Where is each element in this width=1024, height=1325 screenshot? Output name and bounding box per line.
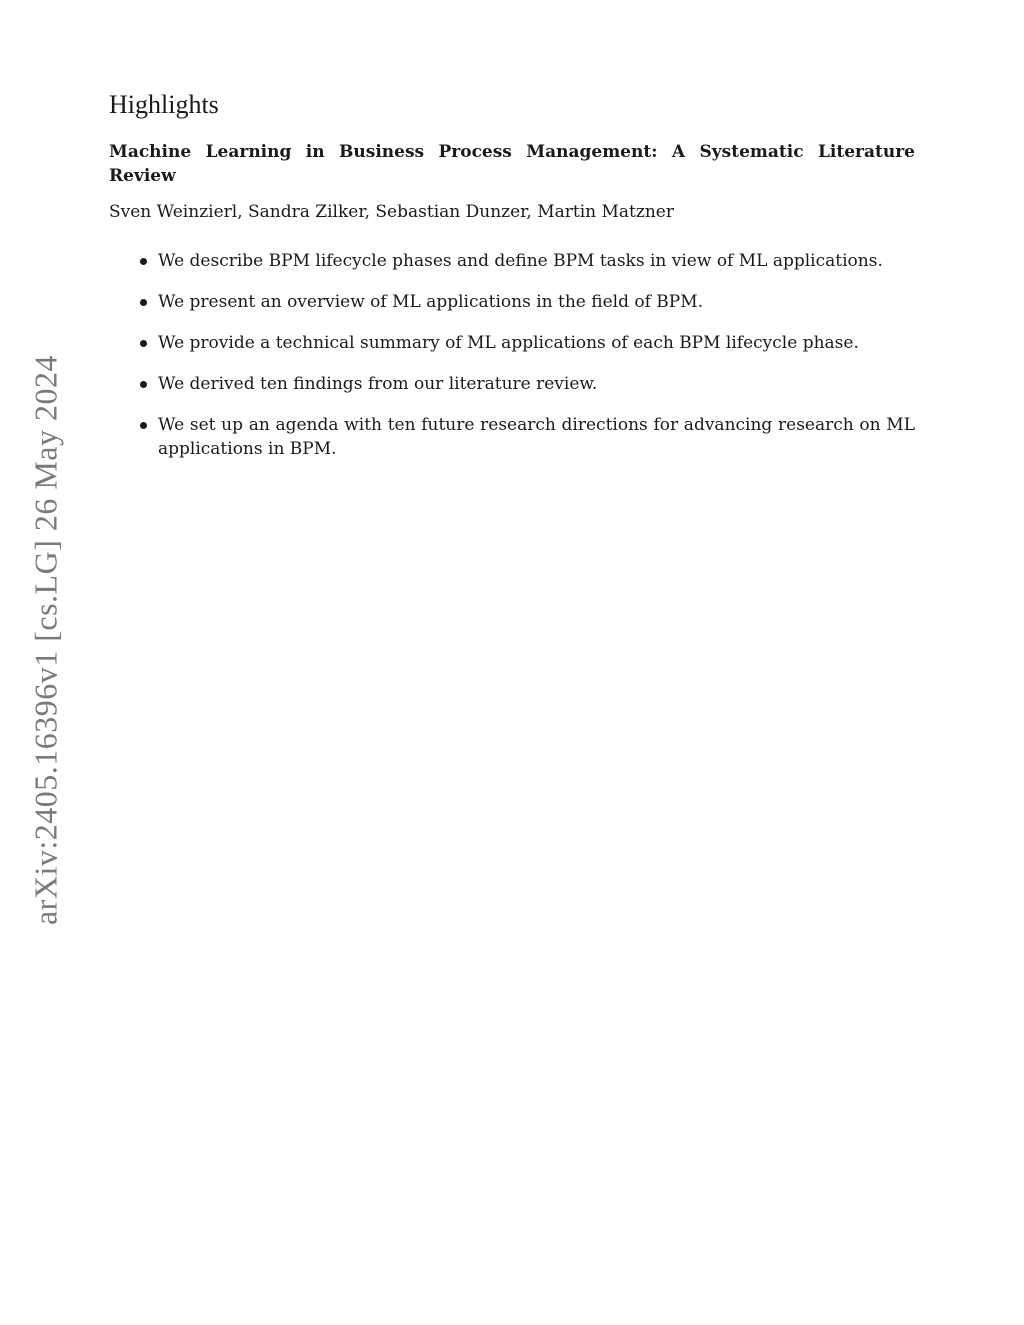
highlights-list <box>109 249 915 461</box>
highlight-text: We set up an agenda with ten future research directions for advancing research on ML applications in BPM. <box>158 415 915 459</box>
bullet-icon <box>140 422 147 429</box>
highlight-item <box>109 249 915 273</box>
bullet-icon <box>140 299 147 306</box>
author-list: Sven Weinzierl, Sandra Zilker, Sebastian Dunzer, Martin Matzner <box>109 202 674 222</box>
paper-title: Machine Learning in Business Process Management: A Systematic Literature Review <box>109 142 915 186</box>
highlight-text: We describe BPM lifecycle phases and define BPM tasks in view of ML applications. <box>158 251 883 271</box>
highlight-text: We derived ten findings from our literature review. <box>158 374 598 394</box>
highlight-item <box>109 413 915 461</box>
highlights-heading: Highlights <box>109 90 219 119</box>
highlight-item <box>109 290 915 314</box>
highlight-item <box>109 331 915 355</box>
arxiv-identifier-stamp: arXiv:2405.16396v1 [cs.LG] 26 May 2024 <box>27 354 64 926</box>
highlight-text: We provide a technical summary of ML applications of each BPM lifecycle phase. <box>158 333 859 353</box>
bullet-icon <box>140 258 147 265</box>
bullet-icon <box>140 340 147 347</box>
highlight-text: We present an overview of ML applications in the field of BPM. <box>158 292 704 312</box>
bullet-icon <box>140 381 147 388</box>
highlight-item <box>109 372 915 396</box>
highlights-page <box>109 88 915 478</box>
